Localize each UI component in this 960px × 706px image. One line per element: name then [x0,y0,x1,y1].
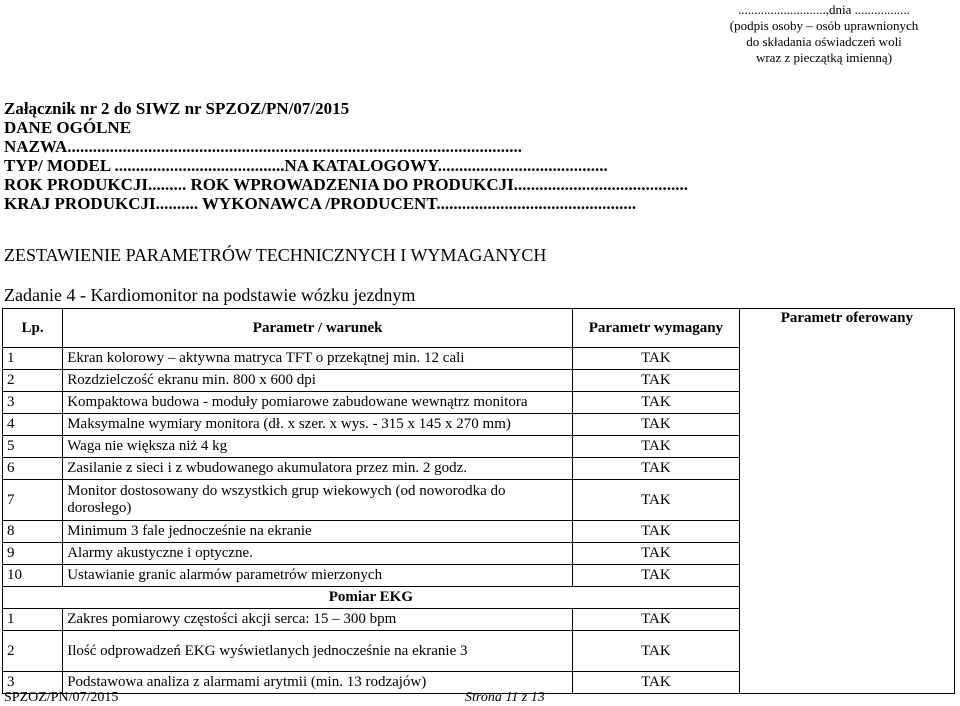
signature-date-line: ...........................,dnia ................. [738,2,910,17]
row-lp: 3 [3,392,63,414]
row-param: Monitor dostosowany do wszystkich grup wiekowych (od noworodka do dorosłego) [63,480,573,521]
row-req: TAK [573,370,740,392]
row-param: Minimum 3 fale jednocześnie na ekranie [63,521,573,543]
name-field-line: NAZWA........................................................................................................... [4,137,523,156]
row-req: TAK [573,672,740,694]
row-param: Waga nie większa niż 4 kg [63,436,573,458]
row-lp: 1 [3,348,63,370]
row-req: TAK [573,414,740,436]
task-title: Zadanie 4 - Kardiomonitor na podstawie wózku jezdnym [4,285,416,305]
row-param: Rozdzielczość ekranu min. 800 x 600 dpi [63,370,573,392]
signature-block [704,2,944,66]
row-req: TAK [573,458,740,480]
section-title: ZESTAWIENIE PARAMETRÓW TECHNICZNYCH I WYMAGANYCH [4,245,547,265]
row-req: TAK [573,609,740,631]
header-required: Parametr wymagany [573,309,740,348]
header-offered [739,309,954,694]
row-param: Kompaktowa budowa - moduły pomiarowe zabudowane wewnątrz monitora [63,392,573,414]
row-param: Ilość odprowadzeń EKG wyświetlanych jednocześnie na ekranie 3 [63,631,573,672]
row-req: TAK [573,565,740,587]
row-lp: 2 [3,370,63,392]
row-param: Alarmy akustyczne i optyczne. [63,543,573,565]
row-req: TAK [573,631,740,672]
row-param: Maksymalne wymiary monitora (dł. x szer. x wys. - 315 x 145 x 270 mm) [63,414,573,436]
signature-caption-1: (podpis osoby – osób uprawnionych [729,18,919,33]
row-req: TAK [573,392,740,414]
row-req: TAK [573,348,740,370]
general-data-label: DANE OGÓLNE [4,118,132,137]
row-req: TAK [573,480,740,521]
footer-reference: SPZOZ/PN/07/2015 [4,690,119,705]
general-data-header [4,99,688,213]
country-producer-line: KRAJ PRODUKCJI.......... WYKONAWCA /PRODUCENT............................................... [4,194,637,213]
row-lp: 7 [3,480,63,521]
row-param: Zasilanie z sieci i z wbudowanego akumulatora przez min. 2 godz. [63,458,573,480]
row-lp: 9 [3,543,63,565]
section-ekg-label: Pomiar EKG [3,587,740,609]
type-model-line: TYP/ MODEL ........................................NA KATALOGOWY........................................ [4,156,608,175]
footer-page-number: Strona 11 z 13 [465,690,545,705]
row-lp: 2 [3,631,63,672]
header-lp: Lp. [3,309,63,348]
row-lp: 4 [3,414,63,436]
table-header-row [3,309,955,348]
row-lp: 10 [3,565,63,587]
header-param: Parametr / warunek [63,309,573,348]
row-lp: 5 [3,436,63,458]
row-lp: 3 [3,672,63,694]
parameters-table [2,308,955,694]
production-year-line: ROK PRODUKCJI......... ROK WPROWADZENIA DO PRODUKCJI......................................... [4,175,688,194]
row-param: Podstawowa analiza z alarmami arytmii (min. 13 rodzajów) [63,672,573,694]
header-offered-label: Parametr oferowany [780,310,914,326]
row-param: Ekran kolorowy – aktywna matryca TFT o przekątnej min. 12 cali [63,348,573,370]
row-req: TAK [573,521,740,543]
row-lp: 1 [3,609,63,631]
attachment-title: Załącznik nr 2 do SIWZ nr SPZOZ/PN/07/2015 [4,99,350,118]
row-param: Zakres pomiarowy częstości akcji serca: 15 – 300 bpm [63,609,573,631]
signature-caption-3: wraz z pieczątką imienną) [755,50,893,65]
row-lp: 6 [3,458,63,480]
row-req: TAK [573,436,740,458]
row-param: Ustawianie granic alarmów parametrów mierzonych [63,565,573,587]
signature-caption-2: do składania oświadczeń woli [746,34,902,49]
row-lp: 8 [3,521,63,543]
row-req: TAK [573,543,740,565]
